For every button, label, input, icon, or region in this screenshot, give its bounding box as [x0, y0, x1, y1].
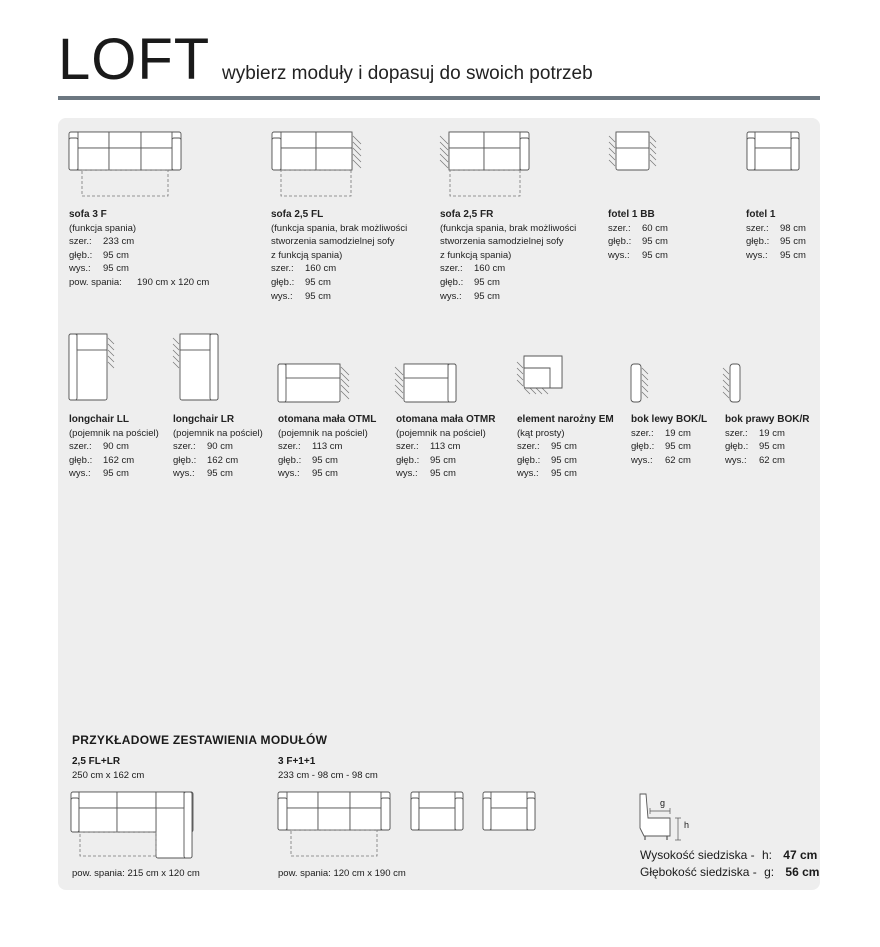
dimension-value: 190 cm x 120 cm — [137, 276, 210, 288]
module-dimension — [631, 454, 707, 468]
dimension-value: 90 cm — [103, 441, 129, 453]
module-name: fotel 1 — [746, 209, 776, 220]
module-dimension — [608, 249, 668, 263]
module-dimension — [173, 440, 263, 454]
module-dimension — [396, 454, 495, 468]
dimension-value: 95 cm — [430, 454, 456, 466]
module-dimension — [271, 290, 407, 304]
module-dimension — [746, 222, 806, 236]
module-dimension — [631, 440, 707, 454]
combo-1-name: 2,5 FL+LR — [72, 756, 121, 767]
dimension-label: głęb.: — [517, 454, 541, 466]
module-note: (pojemnik na pościel) — [173, 427, 263, 439]
module-dimension — [69, 235, 209, 249]
dimension-value: 62 cm — [665, 454, 691, 466]
dimension-label: głęb.: — [69, 249, 93, 261]
module-spec — [271, 208, 407, 303]
seat-height-key: h: — [761, 848, 772, 862]
module-note: (funkcja spania) — [69, 222, 137, 234]
module-spec — [608, 208, 668, 262]
combo-1-dims: 250 cm x 162 cm — [72, 770, 145, 781]
otomana-otmr-icon — [394, 362, 458, 404]
dimension-label: szer.: — [173, 441, 196, 453]
dimension-label: wys.: — [725, 454, 747, 466]
dimension-label: szer.: — [608, 222, 631, 234]
dimension-value: 95 cm — [305, 276, 331, 288]
module-dimension — [725, 454, 809, 468]
dimension-label: głęb.: — [271, 276, 295, 288]
dimension-label: wys.: — [608, 249, 630, 261]
dimension-label: szer.: — [278, 441, 301, 453]
examples-title: PRZYKŁADOWE ZESTAWIENIA MODUŁÓW — [72, 733, 328, 747]
module-dimension — [725, 440, 809, 454]
module-spec — [69, 413, 159, 481]
module-name: sofa 3 F — [69, 209, 107, 220]
dimension-label: wys.: — [517, 468, 539, 480]
page-subtitle: wybierz moduły i dopasuj do swoich potrzeb — [222, 63, 593, 84]
module-dimension — [440, 290, 576, 304]
dimension-value: 95 cm — [551, 468, 577, 480]
fotel-1bb-icon — [608, 130, 658, 172]
module-dimension — [725, 427, 809, 441]
dimension-label: wys.: — [631, 454, 653, 466]
module-dimension — [608, 235, 668, 249]
module-dimension — [631, 427, 707, 441]
module-note: (pojemnik na pościel) — [69, 427, 159, 439]
module-note: (funkcja spania, brak możliwości — [271, 222, 408, 234]
dimension-value: 19 cm — [759, 427, 785, 439]
module-name: element narożny EM — [517, 414, 614, 425]
module-note: stworzenia samodzielnej sofy — [440, 236, 564, 248]
dimension-label: głęb.: — [173, 454, 197, 466]
dimension-value: 62 cm — [759, 454, 785, 466]
seat-depth-value: 56 cm — [785, 865, 820, 879]
module-dimension — [440, 262, 576, 276]
module-name: longchair LL — [69, 414, 129, 425]
seat-height-row — [640, 848, 817, 862]
dimension-label: wys.: — [271, 290, 293, 302]
module-note: z funkcją spania) — [440, 249, 512, 261]
module-spec — [173, 413, 263, 481]
sofa-25fl-icon — [271, 130, 363, 200]
dimension-value: 98 cm — [780, 222, 806, 234]
dimension-label: pow. spania: — [69, 276, 122, 288]
sofa-3f-icon — [68, 130, 182, 200]
module-spec — [396, 413, 495, 481]
module-dimension — [517, 440, 614, 454]
module-dimension — [440, 276, 576, 290]
module-note: (pojemnik na pościel) — [396, 427, 486, 439]
dimension-value: 95 cm — [103, 249, 129, 261]
dimension-value: 60 cm — [642, 222, 668, 234]
module-spec — [440, 208, 576, 303]
module-name: longchair LR — [173, 414, 235, 425]
dimension-value: 95 cm — [430, 468, 456, 480]
seat-depth-key: g: — [764, 865, 775, 879]
dimension-value: 95 cm — [305, 290, 331, 302]
combo-2-fotel-b-icon — [482, 790, 536, 832]
module-dimension — [69, 262, 209, 276]
dimension-label: wys.: — [396, 468, 418, 480]
module-dimension — [271, 276, 407, 290]
fotel-1-icon — [746, 130, 800, 172]
module-dimension — [746, 249, 806, 263]
otomana-otml-icon — [277, 362, 353, 404]
seat-depth-row — [640, 865, 819, 879]
dimension-label: szer.: — [396, 441, 419, 453]
module-spec — [725, 413, 809, 467]
dimension-label: szer.: — [271, 263, 294, 275]
module-name: otomana mała OTMR — [396, 414, 496, 425]
module-note: (pojemnik na pościel) — [278, 427, 368, 439]
combo-1-note: pow. spania: 215 cm x 120 cm — [72, 868, 200, 879]
dimension-value: 95 cm — [103, 468, 129, 480]
dimension-value: 162 cm — [103, 454, 135, 466]
combo-2-dims: 233 cm - 98 cm - 98 cm — [278, 770, 378, 781]
module-dimension — [396, 440, 495, 454]
dimension-label: szer.: — [440, 263, 463, 275]
dimension-label: głęb.: — [631, 441, 655, 453]
seat-g-label: g — [660, 798, 666, 808]
dimension-label: głęb.: — [440, 276, 464, 288]
module-dimension — [69, 454, 159, 468]
module-spec — [631, 413, 707, 467]
dimension-value: 233 cm — [103, 236, 135, 248]
dimension-value: 95 cm — [780, 249, 806, 261]
seat-depth-label: Głębokość siedziska - — [640, 865, 757, 879]
dimension-value: 113 cm — [430, 441, 461, 453]
module-dimension — [278, 440, 376, 454]
dimension-label: wys.: — [69, 263, 91, 275]
dimension-label: wys.: — [746, 249, 768, 261]
dimension-value: 90 cm — [207, 441, 233, 453]
dimension-value: 95 cm — [551, 441, 577, 453]
dimension-label: wys.: — [69, 468, 91, 480]
module-dimension — [69, 440, 159, 454]
dimension-value: 95 cm — [665, 441, 691, 453]
combo-2-fotel-a-icon — [410, 790, 464, 832]
dimension-label: szer.: — [69, 441, 92, 453]
dimension-label: głęb.: — [396, 454, 420, 466]
bok-lewy-icon — [630, 362, 656, 404]
module-note: z funkcją spania) — [271, 249, 343, 261]
module-dimension — [517, 454, 614, 468]
sofa-25fr-icon — [438, 130, 530, 200]
dimension-value: 95 cm — [642, 236, 668, 248]
dimension-value: 160 cm — [305, 263, 337, 275]
module-note: stworzenia samodzielnej sofy — [271, 236, 395, 248]
dimension-value: 95 cm — [551, 454, 577, 466]
module-name: bok prawy BOK/R — [725, 414, 810, 425]
dimension-label: wys.: — [173, 468, 195, 480]
dimension-value: 95 cm — [312, 468, 338, 480]
module-spec — [746, 208, 806, 262]
dimension-value: 19 cm — [665, 427, 691, 439]
dimension-value: 95 cm — [312, 454, 338, 466]
dimension-value: 95 cm — [474, 276, 500, 288]
module-dimension — [608, 222, 668, 236]
combo-2-note: pow. spania: 120 cm x 190 cm — [278, 868, 406, 879]
longchair-lr-icon — [172, 332, 220, 402]
dimension-value: 113 cm — [312, 441, 343, 453]
dimension-value: 95 cm — [642, 249, 668, 261]
dimension-value: 160 cm — [474, 263, 506, 275]
module-dimension — [173, 467, 263, 481]
combo-2-name: 3 F+1+1 — [278, 756, 316, 767]
combo-2-sofa-icon — [277, 790, 391, 860]
module-spec — [517, 413, 614, 481]
module-spec — [278, 413, 376, 481]
dimension-label: szer.: — [725, 427, 748, 439]
dimension-value: 162 cm — [207, 454, 239, 466]
module-spec — [69, 208, 209, 290]
module-dimension — [69, 249, 209, 263]
module-dimension — [278, 454, 376, 468]
page-title: LOFT — [58, 27, 211, 92]
header-divider — [58, 96, 820, 100]
module-note: (funkcja spania, brak możliwości — [440, 222, 577, 234]
module-name: fotel 1 BB — [608, 209, 655, 220]
dimension-label: głęb.: — [725, 441, 749, 453]
dimension-value: 95 cm — [207, 468, 233, 480]
seat-height-label: Wysokość siedziska - — [640, 848, 755, 862]
module-dimension — [278, 467, 376, 481]
module-dimension — [69, 467, 159, 481]
element-em-icon — [516, 354, 566, 396]
seat-h-label: h — [684, 820, 690, 830]
dimension-label: wys.: — [440, 290, 462, 302]
seat-height-value: 47 cm — [783, 848, 818, 862]
dimension-label: głęb.: — [69, 454, 93, 466]
seat-profile-icon — [636, 792, 696, 844]
module-dimension — [517, 467, 614, 481]
dimension-value: 95 cm — [780, 236, 806, 248]
dimension-label: szer.: — [631, 427, 654, 439]
dimension-label: głęb.: — [608, 236, 632, 248]
module-dimension — [173, 454, 263, 468]
dimension-value: 95 cm — [474, 290, 500, 302]
dimension-label: wys.: — [278, 468, 300, 480]
dimension-label: szer.: — [746, 222, 769, 234]
dimension-label: szer.: — [517, 441, 540, 453]
dimension-label: głęb.: — [278, 454, 302, 466]
dimension-label: głęb.: — [746, 236, 770, 248]
bok-prawy-icon — [722, 362, 748, 404]
dimension-value: 95 cm — [103, 263, 129, 275]
module-dimension — [396, 467, 495, 481]
combo-1-icon — [70, 790, 196, 860]
module-dimension — [271, 262, 407, 276]
module-dimension — [69, 276, 209, 290]
module-name: sofa 2,5 FR — [440, 209, 494, 220]
module-note: (kąt prosty) — [517, 427, 565, 439]
dimension-label: szer.: — [69, 236, 92, 248]
longchair-ll-icon — [68, 332, 116, 402]
module-dimension — [746, 235, 806, 249]
module-name: sofa 2,5 FL — [271, 209, 324, 220]
dimension-value: 95 cm — [759, 441, 785, 453]
module-name: bok lewy BOK/L — [631, 414, 708, 425]
module-name: otomana mała OTML — [278, 414, 377, 425]
